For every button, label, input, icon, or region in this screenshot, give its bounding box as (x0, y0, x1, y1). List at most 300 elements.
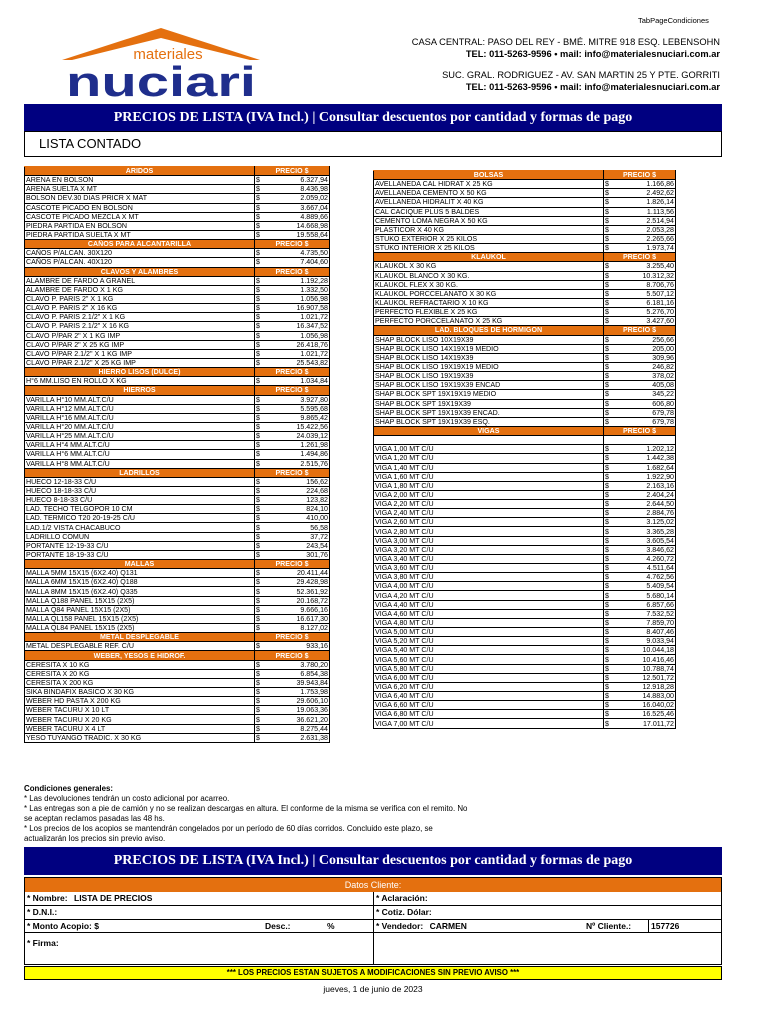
cliente-number-field[interactable] (649, 920, 721, 933)
product-name: VIGA 2,40 MT C/U (374, 509, 604, 518)
left-price-table (24, 166, 330, 743)
product-price: 10.312,32 (640, 271, 676, 280)
product-name: SHAP BLOCK SPT 19X19X39 ENCAD. (374, 408, 604, 417)
product-name: VARILLA H°16 MM.ALT.C/U (25, 413, 255, 422)
product-price: 606,80 (640, 399, 676, 408)
product-price: 16.525,46 (640, 710, 676, 719)
currency-symbol: $ (604, 573, 640, 582)
product-row (25, 514, 330, 523)
product-name: WEBER TACURU X 20 KG (25, 715, 255, 724)
product-price: 1.166,86 (640, 180, 676, 189)
product-row (374, 390, 676, 399)
product-row (25, 331, 330, 340)
product-name: VIGA 3,60 MT C/U (374, 564, 604, 573)
dni-field[interactable]: * D.N.I.: (25, 906, 374, 919)
product-price: 123,82 (292, 496, 330, 505)
product-name: ARENA SUELTA X MT (25, 185, 255, 194)
product-row (374, 600, 676, 609)
product-price: 205,00 (640, 344, 676, 353)
product-row (374, 262, 676, 271)
section-header (25, 240, 330, 249)
product-name: VARILLA H°8 MM.ALT.C/U (25, 459, 255, 468)
currency-symbol: $ (604, 600, 640, 609)
product-row (25, 477, 330, 486)
product-row (25, 340, 330, 349)
product-name: AVELLANEDA CEMENTO X 50 KG (374, 189, 604, 198)
product-row (25, 688, 330, 697)
product-row (374, 673, 676, 682)
firma-space (374, 933, 721, 964)
product-name: PORTANTE 18-19-33 C/U (25, 550, 255, 559)
product-row (25, 349, 330, 358)
product-price: 1.261,98 (292, 441, 330, 450)
address-line-1: CASA CENTRAL: PASO DEL REY - BMÉ. MITRE 918 ESQ. LEBENSOHN (411, 37, 720, 47)
product-row (374, 618, 676, 627)
currency-symbol: $ (255, 322, 293, 331)
currency-symbol: $ (255, 669, 293, 678)
section-title: ARIDOS (25, 167, 255, 176)
product-name: VIGA 6,60 MT C/U (374, 701, 604, 710)
product-price: 378,02 (640, 372, 676, 381)
cotiz-dolar-field[interactable]: * Cotiz. Dólar: (376, 906, 432, 917)
currency-symbol: $ (604, 500, 640, 509)
currency-symbol: $ (604, 463, 640, 472)
firma-field[interactable]: * Firma: (25, 933, 374, 964)
product-price: 2.884,76 (640, 509, 676, 518)
blank-row (374, 436, 676, 445)
product-row (25, 432, 330, 441)
currency-symbol: $ (255, 587, 293, 596)
product-price: 345,22 (640, 390, 676, 399)
product-name: PERFECTO FLEXIBLE X 25 KG (374, 308, 604, 317)
product-name: VIGA 1,40 MT C/U (374, 463, 604, 472)
product-row (25, 413, 330, 422)
product-price: 14.668,98 (292, 221, 330, 230)
price-change-warning: *** LOS PRECIOS ESTAN SUJETOS A MODIFICACIONES SIN PREVIO AVISO *** (24, 966, 722, 980)
product-price: 3.780,20 (292, 660, 330, 669)
cliente-value: 157726 (651, 920, 680, 931)
product-row (25, 550, 330, 559)
product-name: CLAVO P/PAR 2" X 1 KG IMP (25, 331, 255, 340)
product-name: CEMENTO LOMA NEGRA X 50 KG (374, 216, 604, 225)
product-price: 9.666,16 (292, 605, 330, 614)
product-name: VIGA 4,20 MT C/U (374, 591, 604, 600)
product-row (25, 230, 330, 239)
condition-line: * Las entregas son a pie de camión y no se realizan descargas en altura. El conforme de la misma se verifica con el remito. No (24, 804, 468, 814)
product-row (25, 642, 330, 651)
product-name: KLAUKOL X 30 KG (374, 262, 604, 271)
price-column-header: PRECIO $ (604, 171, 676, 180)
product-price: 16.617,30 (292, 614, 330, 623)
currency-symbol: $ (604, 591, 640, 600)
product-name: VIGA 5,00 MT C/U (374, 628, 604, 637)
product-name: PIEDRA PARTIDA SUELTA X MT (25, 230, 255, 239)
product-row (374, 682, 676, 691)
product-row (25, 212, 330, 221)
product-name: VIGA 4,80 MT C/U (374, 618, 604, 627)
section-title: MALLAS (25, 560, 255, 569)
product-row (374, 527, 676, 536)
product-row (25, 285, 330, 294)
product-name: CASCOTE PICADO MEZCLA X MT (25, 212, 255, 221)
price-column-header: PRECIO $ (255, 651, 330, 660)
section-header (374, 253, 676, 262)
currency-symbol: $ (255, 331, 293, 340)
sucursal-address (320, 70, 720, 93)
product-name: SHAP BLOCK LISO 19X19X39 (374, 372, 604, 381)
product-price: 29.606,10 (292, 697, 330, 706)
product-row (374, 582, 676, 591)
product-price: 309,96 (640, 353, 676, 362)
product-price: 16.347,52 (292, 322, 330, 331)
product-row (374, 408, 676, 417)
product-row (25, 614, 330, 623)
product-row (374, 298, 676, 307)
tab-page-label: TabPageCondiciones (638, 16, 709, 25)
product-price: 24.039,12 (292, 432, 330, 441)
condition-line: * Los precios de los acopios se mantendrán congelados por un período de 60 días corridos. Concluido este plazo, se (24, 824, 433, 834)
cliente-label: Nº Cliente.: (586, 920, 632, 931)
section-title: LADRILLOS (25, 468, 255, 477)
product-price: 20.411,44 (292, 569, 330, 578)
currency-symbol: $ (604, 655, 640, 664)
product-name: SHAP BLOCK SPT 19X19X39 ESQ. (374, 417, 604, 426)
currency-symbol: $ (255, 313, 293, 322)
product-name: PIEDRA PARTIDA EN BOLSON (25, 221, 255, 230)
product-price: 19.558,64 (292, 230, 330, 239)
product-price: 1.442,38 (640, 454, 676, 463)
product-row (374, 664, 676, 673)
product-name: KLAUKOL FLEX X 30 KG. (374, 280, 604, 289)
price-column-header: PRECIO $ (255, 167, 330, 176)
product-name: MALLA 8MM 15X15 (6X2.40) Q335 (25, 587, 255, 596)
product-name: VIGA 4,40 MT C/U (374, 600, 604, 609)
product-row (374, 244, 676, 253)
section-title: BOLSAS (374, 171, 604, 180)
product-name: AVELLANEDA HIDRALIT X 40 KG (374, 198, 604, 207)
section-title: VIGAS (374, 426, 604, 435)
product-row (25, 176, 330, 185)
product-row (25, 313, 330, 322)
product-row (374, 710, 676, 719)
right-price-table (373, 170, 676, 729)
product-name: VIGA 5,60 MT C/U (374, 655, 604, 664)
currency-symbol: $ (604, 609, 640, 618)
product-price: 5.276,70 (640, 308, 676, 317)
currency-symbol: $ (255, 532, 293, 541)
product-name: ALAMBRE DE FARDO A GRANEL (25, 276, 255, 285)
product-name: LAD. TECHO TELGOPOR 10 CM (25, 505, 255, 514)
logo-brand-text: nuciari (66, 58, 256, 100)
currency-symbol: $ (255, 304, 293, 313)
product-row (374, 362, 676, 371)
product-price: 26.418,76 (292, 340, 330, 349)
product-name: VIGA 2,00 MT C/U (374, 490, 604, 499)
currency-symbol: $ (604, 481, 640, 490)
product-row (374, 490, 676, 499)
product-row (374, 719, 676, 728)
product-row (374, 207, 676, 216)
currency-symbol: $ (604, 399, 640, 408)
product-row (374, 454, 676, 463)
product-row (25, 587, 330, 596)
product-row (374, 692, 676, 701)
currency-symbol: $ (604, 509, 640, 518)
product-price: 2.514,94 (640, 216, 676, 225)
product-name: WEBER HD PASTA X 200 KG (25, 697, 255, 706)
product-name: VIGA 2,20 MT C/U (374, 500, 604, 509)
product-name: VIGA 5,20 MT C/U (374, 637, 604, 646)
currency-symbol: $ (604, 628, 640, 637)
product-row (25, 450, 330, 459)
product-row (374, 417, 676, 426)
currency-symbol: $ (255, 514, 293, 523)
product-row (374, 628, 676, 637)
product-row (374, 308, 676, 317)
product-name: CASCOTE PICADO EN BOLSON (25, 203, 255, 212)
product-row (374, 280, 676, 289)
vendedor-value: CARMEN (429, 920, 467, 931)
product-row (25, 304, 330, 313)
currency-symbol: $ (604, 180, 640, 189)
product-row (25, 203, 330, 212)
condition-line: * Las devoluciones tendrán un costo adicional por acarreo. (24, 794, 230, 804)
currency-symbol: $ (255, 605, 293, 614)
currency-symbol: $ (604, 454, 640, 463)
currency-symbol: $ (604, 472, 640, 481)
product-name: VIGA 1,00 MT C/U (374, 445, 604, 454)
currency-symbol: $ (255, 624, 293, 633)
product-row (374, 545, 676, 554)
aclaracion-field[interactable]: * Aclaración: (376, 893, 428, 903)
currency-symbol: $ (255, 642, 293, 651)
product-name: HUECO 8-18-33 C/U (25, 496, 255, 505)
currency-symbol: $ (604, 490, 640, 499)
product-price: 4.511,64 (640, 564, 676, 573)
currency-symbol: $ (604, 362, 640, 371)
product-price: 3.927,80 (292, 395, 330, 404)
product-price: 1.332,50 (292, 285, 330, 294)
product-price: 7.859,70 (640, 618, 676, 627)
currency-symbol: $ (255, 541, 293, 550)
product-row (374, 372, 676, 381)
product-name: CERESITA X 20 KG (25, 669, 255, 678)
product-price: 933,16 (292, 642, 330, 651)
product-price: 36.621,20 (292, 715, 330, 724)
product-row (25, 624, 330, 633)
currency-symbol: $ (604, 527, 640, 536)
currency-symbol: $ (255, 194, 293, 203)
product-price: 243,54 (292, 541, 330, 550)
section-header (25, 560, 330, 569)
product-price: 52.361,92 (292, 587, 330, 596)
product-row (374, 216, 676, 225)
product-price: 9.033,94 (640, 637, 676, 646)
product-price: 256,66 (640, 335, 676, 344)
section-title: LAD. BLOQUES DE HORMIGON (374, 326, 604, 335)
product-price: 10.044,18 (640, 646, 676, 655)
currency-symbol: $ (604, 710, 640, 719)
monto-acopio-field[interactable]: * Monto Acopio: $ Desc.: % (25, 920, 374, 933)
currency-symbol: $ (604, 372, 640, 381)
product-name: SHAP BLOCK LISO 19X19X39 ENCAD (374, 381, 604, 390)
product-row (25, 322, 330, 331)
product-price: 20.168,72 (292, 596, 330, 605)
product-price: 679,78 (640, 408, 676, 417)
product-price: 1.202,12 (640, 445, 676, 454)
price-column-header: PRECIO $ (604, 253, 676, 262)
currency-symbol: $ (255, 441, 293, 450)
product-name: MALLA Q84 PANEL 15X15 (2X5) (25, 605, 255, 614)
product-row (374, 189, 676, 198)
currency-symbol: $ (604, 518, 640, 527)
product-row (25, 706, 330, 715)
currency-symbol: $ (255, 432, 293, 441)
currency-symbol: $ (255, 258, 293, 267)
product-price: 301,76 (292, 550, 330, 559)
currency-symbol: $ (255, 724, 293, 733)
product-price: 10.788,74 (640, 664, 676, 673)
product-name: VIGA 3,80 MT C/U (374, 573, 604, 582)
product-row (25, 404, 330, 413)
product-row (374, 591, 676, 600)
product-price: 6.857,66 (640, 600, 676, 609)
price-column-header: PRECIO $ (255, 368, 330, 377)
product-row (374, 609, 676, 618)
currency-symbol: $ (255, 221, 293, 230)
address-line-4: TEL: 011-5263-9596 • mail: info@materialesnuciari.com.ar (465, 81, 720, 92)
condition-line: se aceptan reclamos pasadas las 48 hs. (24, 814, 165, 824)
product-row (25, 459, 330, 468)
product-row (25, 523, 330, 532)
product-name: KLAUKOL PORCCELANATO X 30 KG (374, 289, 604, 298)
currency-symbol: $ (604, 408, 640, 417)
currency-symbol: $ (255, 715, 293, 724)
product-name: LAD. TERMICO T20 20-19-25 C/U (25, 514, 255, 523)
product-price: 12.501,72 (640, 673, 676, 682)
currency-symbol: $ (255, 340, 293, 349)
currency-symbol: $ (604, 564, 640, 573)
product-price: 156,62 (292, 477, 330, 486)
product-price: 246,82 (640, 362, 676, 371)
product-price: 19.063,36 (292, 706, 330, 715)
currency-symbol: $ (604, 618, 640, 627)
section-header (374, 171, 676, 180)
product-name: VARILLA H°12 MM.ALT.C/U (25, 404, 255, 413)
product-row (374, 481, 676, 490)
product-name: STUKO EXTERIOR X 25 KILOS (374, 234, 604, 243)
product-row (374, 564, 676, 573)
currency-symbol: $ (604, 582, 640, 591)
product-row (25, 276, 330, 285)
product-price: 1.494,86 (292, 450, 330, 459)
currency-symbol: $ (255, 294, 293, 303)
currency-symbol: $ (604, 417, 640, 426)
product-row (25, 697, 330, 706)
product-row (25, 724, 330, 733)
product-price: 2.515,76 (292, 459, 330, 468)
product-name: LADRILLO COMUN (25, 532, 255, 541)
currency-symbol: $ (255, 404, 293, 413)
product-name: VIGA 4,60 MT C/U (374, 609, 604, 618)
product-price: 8.275,44 (292, 724, 330, 733)
product-price: 8.436,98 (292, 185, 330, 194)
vendedor-field[interactable]: * Vendedor: CARMEN Nº Cliente.: (374, 920, 649, 933)
product-name: METAL DESPLEGABLE REF. C/U (25, 642, 255, 651)
product-row (25, 377, 330, 386)
currency-symbol: $ (604, 692, 640, 701)
casa-central-address (320, 37, 720, 60)
product-price: 8.706,76 (640, 280, 676, 289)
product-row (374, 573, 676, 582)
product-price: 2.265,66 (640, 234, 676, 243)
product-name: HUECO 12-18-33 C/U (25, 477, 255, 486)
product-name: STUKO INTERIOR X 25 KILOS (374, 244, 604, 253)
product-row (25, 496, 330, 505)
product-name: CERESITA X 200 KG (25, 678, 255, 687)
product-row (374, 289, 676, 298)
product-price: 14.883,00 (640, 692, 676, 701)
product-price: 4.735,50 (292, 249, 330, 258)
product-name: VARILLA H°25 MM.ALT.C/U (25, 432, 255, 441)
price-column-header: PRECIO $ (255, 560, 330, 569)
currency-symbol: $ (604, 271, 640, 280)
product-price: 17.011,72 (640, 719, 676, 728)
currency-symbol: $ (255, 276, 293, 285)
product-price: 3.846,62 (640, 545, 676, 554)
product-name: LAD.1/2 VISTA CHACABUCO (25, 523, 255, 532)
product-name: MALLA 5MM 15X15 (6X2.40) Q131 (25, 569, 255, 578)
product-name: PORTANTE 12-19-33 C/U (25, 541, 255, 550)
product-name: WEBER TACURU X 10 LT (25, 706, 255, 715)
product-name: CERESITA X 10 KG (25, 660, 255, 669)
currency-symbol: $ (255, 230, 293, 239)
product-row (374, 637, 676, 646)
currency-symbol: $ (255, 596, 293, 605)
currency-symbol: $ (604, 646, 640, 655)
desc-label: Desc.: (265, 920, 291, 931)
currency-symbol: $ (604, 189, 640, 198)
product-price: 1.021,72 (292, 349, 330, 358)
product-name: VARILLA H°10 MM.ALT.C/U (25, 395, 255, 404)
product-name: VIGA 5,80 MT C/U (374, 664, 604, 673)
product-price: 824,10 (292, 505, 330, 514)
product-name: H°6 MM.LISO EN ROLLO X KG (25, 377, 255, 386)
product-price: 1.922,90 (640, 472, 676, 481)
currency-symbol: $ (604, 280, 640, 289)
currency-symbol: $ (604, 353, 640, 362)
currency-symbol: $ (604, 701, 640, 710)
currency-symbol: $ (604, 225, 640, 234)
product-name: VIGA 1,60 MT C/U (374, 472, 604, 481)
product-row (374, 198, 676, 207)
nombre-field[interactable]: * Nombre: LISTA DE PRECIOS (25, 892, 374, 905)
product-price: 15.422,56 (292, 422, 330, 431)
product-row (25, 185, 330, 194)
product-row (25, 505, 330, 514)
product-price: 6.181,16 (640, 298, 676, 307)
currency-symbol: $ (255, 578, 293, 587)
product-price: 3.427,60 (640, 317, 676, 326)
currency-symbol: $ (255, 176, 293, 185)
currency-symbol: $ (604, 637, 640, 646)
currency-symbol: $ (255, 212, 293, 221)
product-name: VARILLA H°20 MM.ALT.C/U (25, 422, 255, 431)
currency-symbol: $ (255, 358, 293, 367)
section-title: KLAUKOL (374, 253, 604, 262)
general-conditions (24, 784, 584, 845)
product-name: VIGA 3,20 MT C/U (374, 545, 604, 554)
